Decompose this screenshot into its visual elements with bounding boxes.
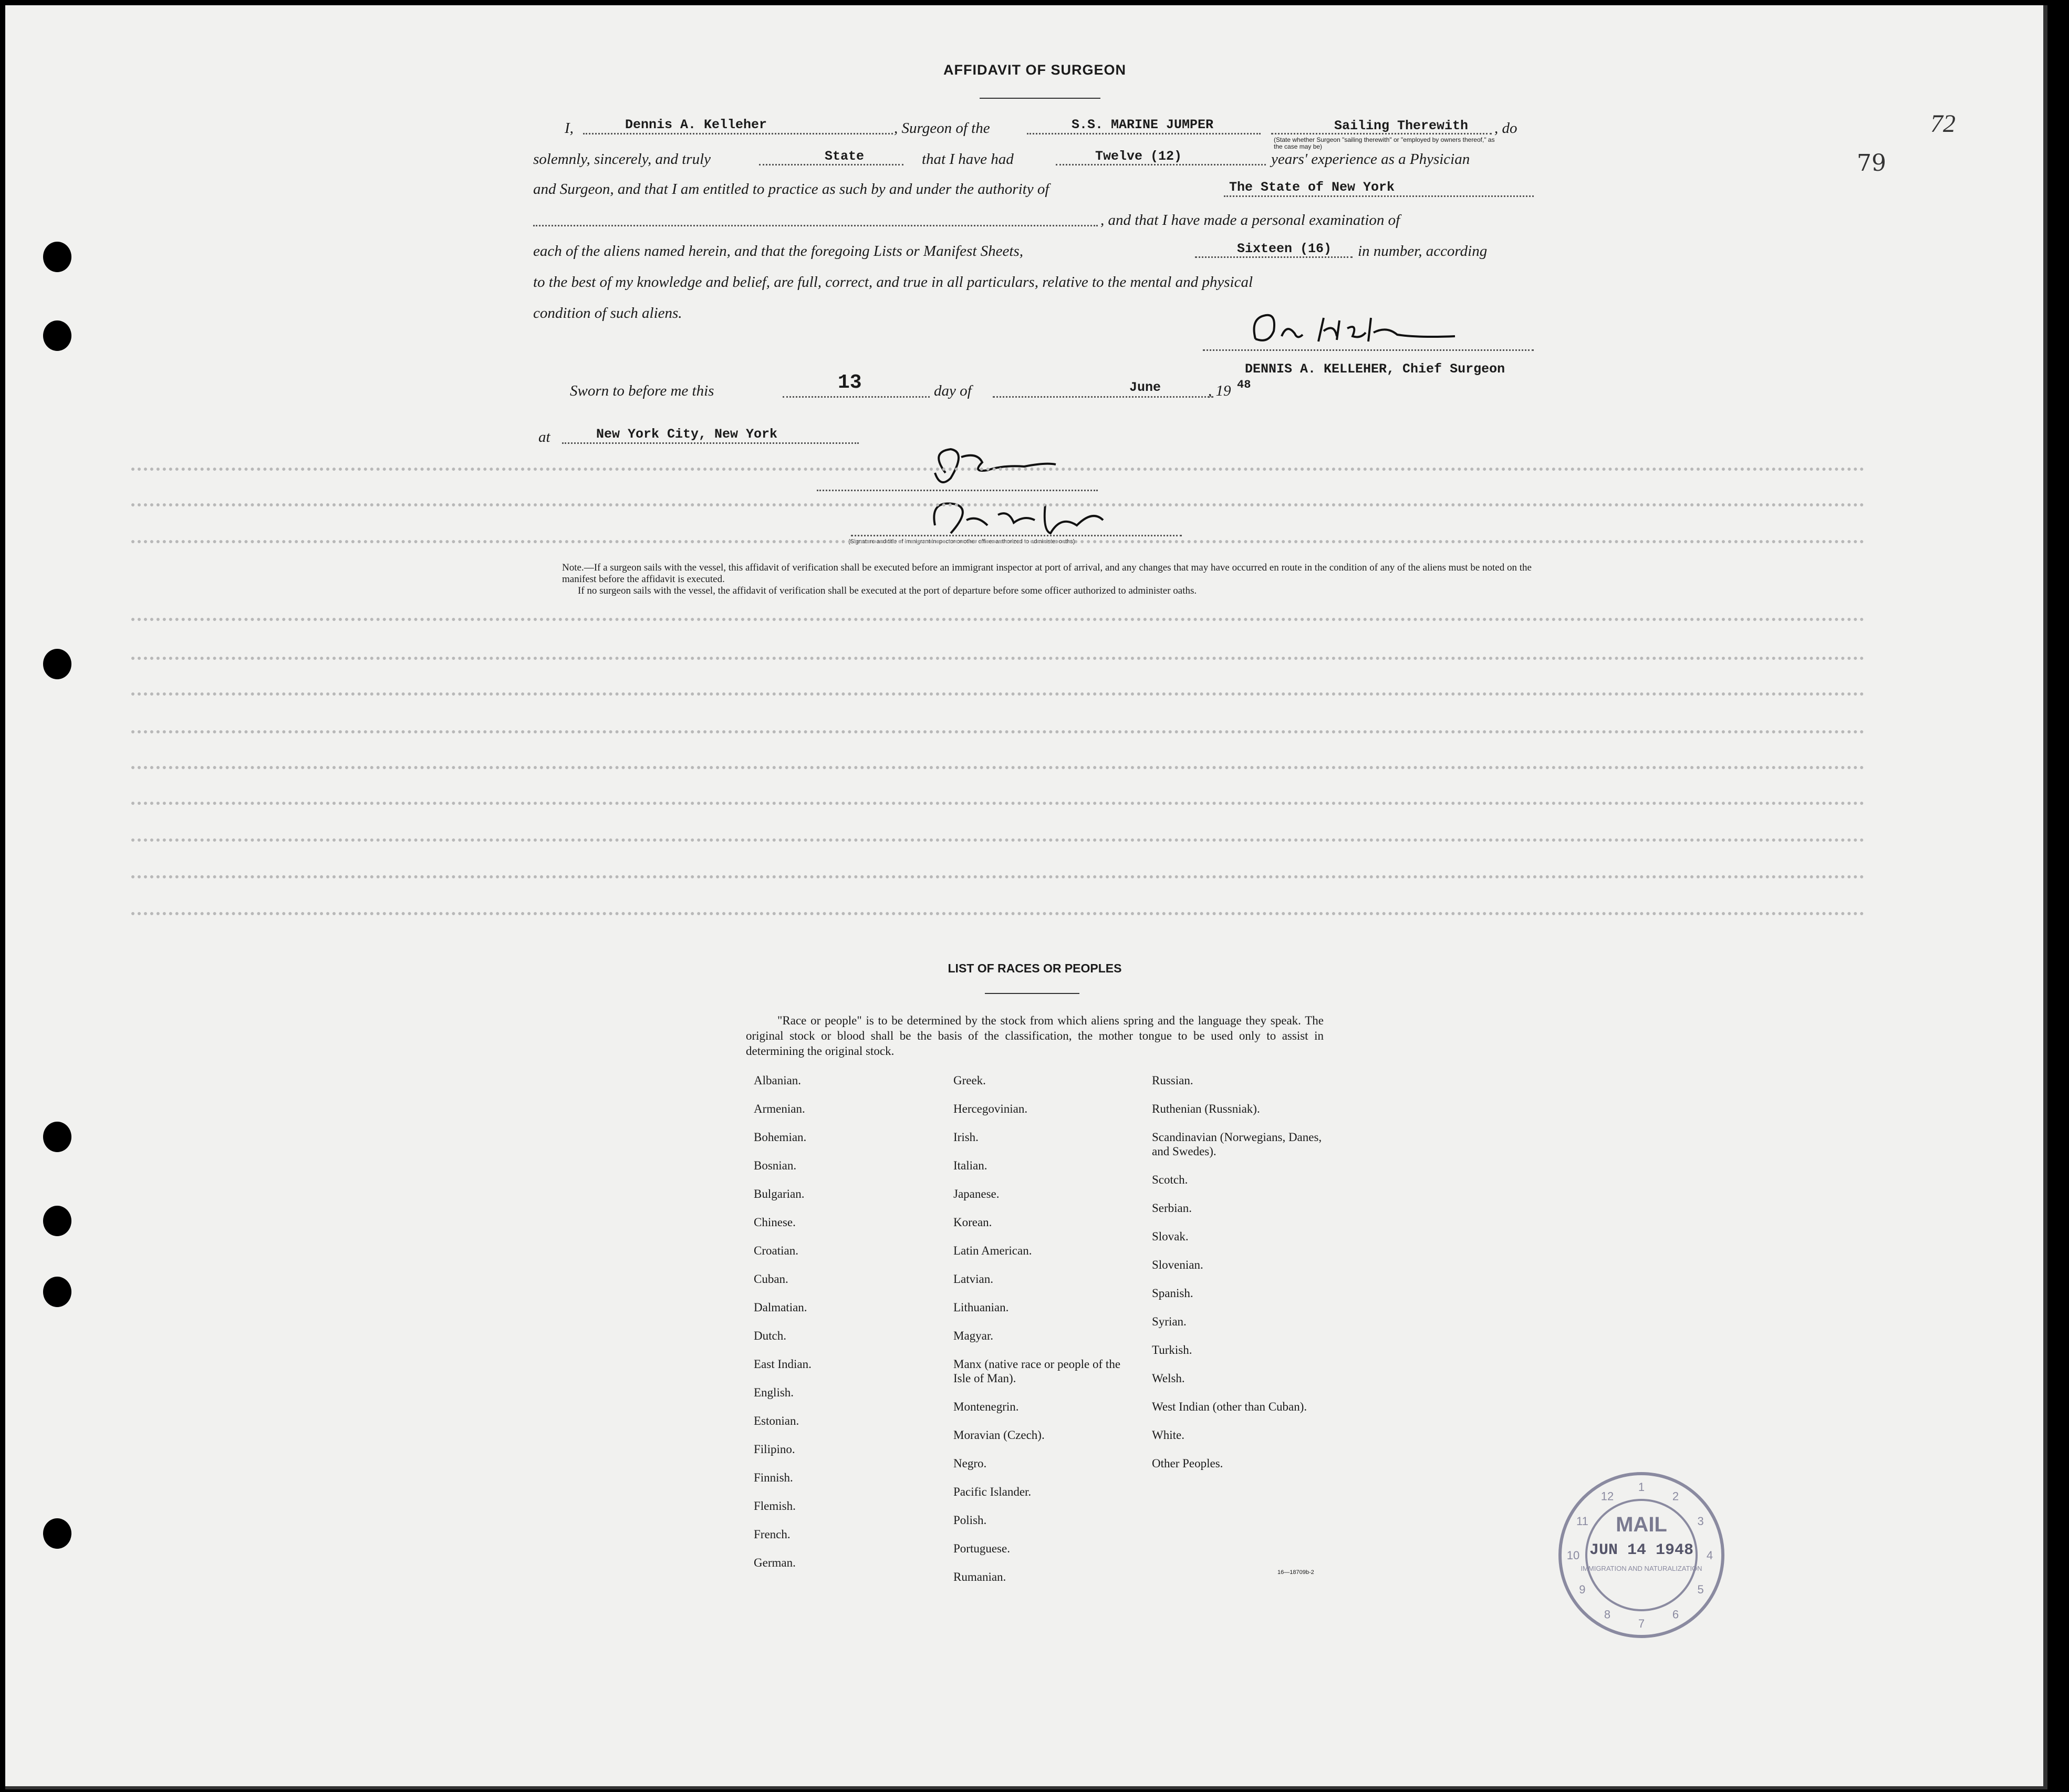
field-line [1027, 133, 1261, 134]
race-item: Armenian. [754, 1102, 805, 1115]
race-item: Magyar. [953, 1329, 994, 1342]
stamp-number: 4 [1706, 1549, 1713, 1562]
stamp-top-text: MAIL [1616, 1513, 1667, 1536]
races-intro-text: "Race or people" is to be determined by the stock from which aliens spring and the language they speak. The original stock or blood shall be the basis of the classification, the mother tongue to be used only to assist in determining the original stock. [746, 1014, 1324, 1058]
stamp-number: 5 [1697, 1583, 1704, 1596]
bleed-through-row [131, 730, 1865, 741]
text-solemnly: solemnly, sincerely, and truly [533, 151, 711, 168]
mail-stamp [1552, 1466, 1731, 1644]
race-item: Scandinavian (Norwegians, Danes, and Swedes). [1152, 1131, 1322, 1158]
races-column-3 [1152, 1073, 1330, 1485]
race-item: Other Peoples. [1152, 1457, 1223, 1470]
races-title-rule [985, 993, 1079, 994]
binder-hole [43, 1518, 71, 1549]
race-item: East Indian. [754, 1358, 812, 1371]
surgeon-signature [1245, 307, 1465, 349]
note-line-1: —If a surgeon sails with the vessel, this affidavit of verification shall be executed before an immigrant inspector at port of arrival, and any changes that may have occurred en route in the condition of any of the aliens must be noted on the manifest before the affidavit is executed. [562, 562, 1532, 585]
races-column-1 [754, 1073, 932, 1584]
sheets-count: Sixteen (16) [1237, 241, 1332, 256]
text-at: at [538, 429, 550, 446]
race-item: Montenegrin. [953, 1400, 1019, 1413]
race-item: Cuban. [754, 1272, 788, 1286]
stamp-number: 11 [1576, 1515, 1588, 1528]
race-item: Bulgarian. [754, 1187, 805, 1200]
authority: The State of New York [1229, 180, 1395, 195]
race-item: Rumanian. [953, 1570, 1006, 1583]
bleed-through-row [131, 503, 1865, 514]
race-item: Filipino. [754, 1443, 795, 1456]
signature-line [817, 490, 1098, 491]
race-item: Polish. [953, 1514, 987, 1527]
binder-hole [43, 649, 71, 679]
title-rule [980, 98, 1100, 99]
race-item: Dutch. [754, 1329, 786, 1342]
document-page [5, 5, 2047, 1789]
field-line [783, 396, 930, 398]
race-item: Welsh. [1152, 1372, 1185, 1385]
field-line [562, 442, 859, 444]
stamp-number: 10 [1566, 1549, 1580, 1562]
race-item: Turkish. [1152, 1343, 1192, 1356]
race-item: Greek. [953, 1074, 986, 1087]
sworn-day: 13 [838, 371, 862, 394]
race-item: French. [754, 1528, 791, 1541]
text-have-had: that I have had [922, 151, 1014, 168]
race-item: Korean. [953, 1216, 992, 1229]
signature-line [851, 535, 1182, 536]
text-each-alien: each of the aliens named herein, and that the foregoing Lists or Manifest Sheets, [533, 243, 1023, 260]
sworn-year: 48 [1237, 378, 1251, 391]
text-do: , do [1494, 120, 1517, 137]
race-item: Irish. [953, 1131, 979, 1144]
state-word: State [825, 149, 865, 164]
form-code: 16—18709b-2 [1277, 1569, 1314, 1576]
races-title: LIST OF RACES OR PEOPLES [948, 961, 1122, 975]
bleed-through-row [131, 468, 1865, 478]
page-title: AFFIDAVIT OF SURGEON [943, 62, 1126, 78]
sworn-place: New York City, New York [596, 427, 778, 442]
field-line [1195, 256, 1353, 258]
years-experience: Twelve (12) [1095, 149, 1182, 164]
race-item: Bohemian. [754, 1131, 807, 1144]
signature-line [1203, 349, 1534, 351]
stamp-lower-text: IMMIGRATION AND NATURALIZATION [1581, 1565, 1702, 1572]
binder-hole [43, 1206, 71, 1236]
binder-hole [43, 242, 71, 272]
race-item: Bosnian. [754, 1159, 797, 1172]
race-item: Chinese. [754, 1216, 796, 1229]
bleed-through-row [131, 766, 1865, 776]
race-item: White. [1152, 1428, 1184, 1442]
stamp-number: 1 [1638, 1480, 1645, 1494]
text-years-exp: years' experience as a Physician [1271, 151, 1470, 168]
surgeon-status: Sailing Therewith [1334, 118, 1469, 133]
status-note: (State whether Surgeon "sailing therewith" or "employed by owners thereof," as the case may be) [1274, 136, 1495, 150]
race-item: German. [754, 1556, 796, 1569]
race-item: Finnish. [754, 1471, 793, 1484]
field-line [1224, 195, 1534, 197]
inspector-signature [919, 441, 1140, 546]
bleed-through-row [131, 802, 1865, 812]
race-item: West Indian (other than Cuban). [1152, 1400, 1307, 1413]
race-item: Flemish. [754, 1499, 796, 1513]
field-line [993, 396, 1213, 398]
bleed-through-row [131, 875, 1865, 886]
bleed-through-row [131, 692, 1865, 703]
binder-hole [43, 1277, 71, 1307]
race-item: Negro. [953, 1457, 987, 1470]
race-item: Spanish. [1152, 1287, 1193, 1300]
note-paragraph [562, 562, 1539, 597]
text-personal-exam: , and that I have made a personal examination of [1100, 212, 1400, 229]
stamp-date: JUN 14 1948 [1589, 1541, 1694, 1559]
bleed-through-row [131, 618, 1865, 628]
surgeon-signature-name: DENNIS A. KELLEHER, Chief Surgeon [1245, 361, 1505, 377]
binder-hole [43, 320, 71, 351]
text-surgeon-of: , Surgeon of the [894, 120, 990, 137]
note-label: Note. [562, 562, 584, 573]
race-item: Latin American. [953, 1244, 1032, 1257]
signature-caption: (Signature and title of immigrant inspector or other officer authorized to administer oaths) [848, 538, 1075, 545]
races-intro [746, 1013, 1324, 1059]
race-item: Ruthenian (Russniak). [1152, 1102, 1260, 1115]
field-line [1056, 164, 1266, 165]
text-year: , 19 [1208, 382, 1231, 399]
bleed-through-row [131, 657, 1865, 667]
note-line-2: If no surgeon sails with the vessel, the affidavit of verification shall be executed at the port of departure before some officer authorized to administer oaths. [578, 585, 1197, 596]
race-item: Syrian. [1152, 1315, 1187, 1328]
stamp-number: 2 [1672, 1489, 1679, 1503]
race-item: English. [754, 1386, 794, 1399]
text-sworn: Sworn to before me this [570, 382, 714, 399]
stamp-number: 12 [1600, 1489, 1614, 1503]
ship-name: S.S. MARINE JUMPER [1072, 117, 1214, 132]
page-number: 79 [1857, 150, 1886, 177]
stamp-number: 9 [1579, 1583, 1586, 1596]
field-line [759, 164, 903, 165]
text-i: I, [565, 120, 574, 137]
bleed-through-row [131, 540, 1865, 551]
text-and-surgeon: and Surgeon, and that I am entitled to practice as such by and under the authority of [533, 181, 1049, 198]
race-item: Estonian. [754, 1414, 799, 1427]
race-item: Hercegovinian. [953, 1102, 1028, 1115]
races-column-2 [953, 1073, 1132, 1598]
race-item: Dalmatian. [754, 1301, 807, 1314]
race-item: Japanese. [953, 1187, 1000, 1200]
race-item: Manx (native race or people of the Isle of Man). [953, 1358, 1121, 1385]
stamp-number: 3 [1697, 1515, 1704, 1528]
race-item: Portuguese. [953, 1542, 1010, 1555]
stamp-number: 7 [1638, 1617, 1645, 1630]
race-item: Moravian (Czech). [953, 1428, 1045, 1442]
field-line [533, 225, 1098, 226]
race-item: Pacific Islander. [953, 1485, 1032, 1498]
field-line [583, 133, 893, 134]
text-day-of: day of [934, 382, 972, 399]
race-item: Scotch. [1152, 1173, 1188, 1186]
race-item: Lithuanian. [953, 1301, 1009, 1314]
stamp-number: 8 [1604, 1608, 1611, 1621]
text-in-number: in number, according [1358, 243, 1488, 260]
corner-mark: 72 [1930, 110, 1956, 138]
sworn-month: June [1129, 380, 1161, 395]
bleed-through-row [131, 912, 1865, 923]
race-item: Slovenian. [1152, 1258, 1203, 1271]
race-item: Slovak. [1152, 1230, 1189, 1243]
stamp-number: 6 [1672, 1608, 1679, 1621]
race-item: Serbian. [1152, 1201, 1192, 1215]
surgeon-name: Dennis A. Kelleher [625, 117, 767, 132]
bleed-through-row [131, 838, 1865, 849]
binder-hole [43, 1122, 71, 1152]
race-item: Albanian. [754, 1074, 802, 1087]
race-item: Croatian. [754, 1244, 798, 1257]
text-condition: condition of such aliens. [533, 305, 682, 322]
race-item: Latvian. [953, 1272, 993, 1286]
race-item: Italian. [953, 1159, 987, 1172]
race-item: Russian. [1152, 1074, 1193, 1087]
text-best: to the best of my knowledge and belief, are full, correct, and true in all particulars, relative to the mental and physical [533, 274, 1253, 291]
